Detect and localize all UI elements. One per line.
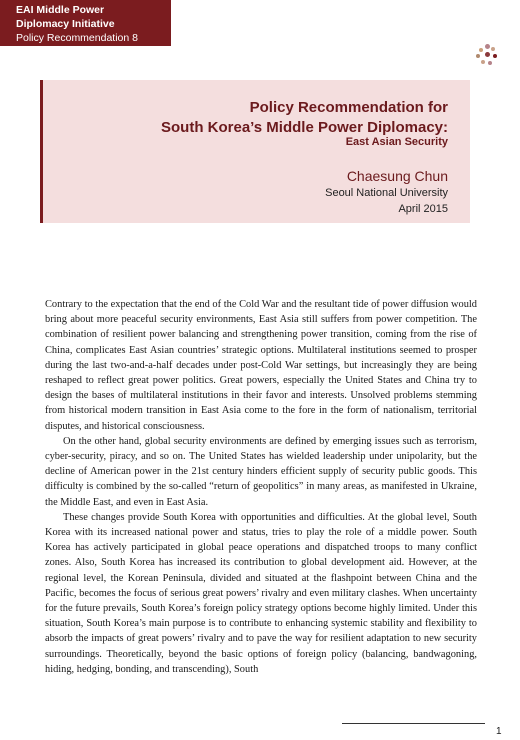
publication-date: April 2015 [398, 203, 448, 215]
eai-logo-icon [476, 44, 498, 66]
series-line-3: Policy Recommendation 8 [16, 32, 138, 44]
author-affiliation: Seoul National University [325, 187, 448, 199]
author-name: Chaesung Chun [346, 168, 448, 184]
recommendation-subtitle: East Asian Security [345, 136, 448, 148]
paragraph: Contrary to the expectation that the end of the Cold War and the resultant tide of power diffusion would bring about more peaceful security environments, East Asia still suffers from power competition. The combination of resilient power balancing and strengthening power transition, coming from the rise of China, complicates East Asian countries’ strategic options. Multilateral institutions seemed to prosper during the last two-and-a-half decades under post-Cold War settings, but increasingly they are being reshaped to reflect great power politics. Great powers, especially the United States and China try to design the bases of multilateral institutions in their favor and interests. Unsolved problems stemming from historical modern transition in East Asia come to the fore in the form of nationalism, territorial disputes, and historical consciousness. [45, 299, 477, 432]
paragraph: On the other hand, global security environments are defined by emerging issues such as terrorism, cyber-security, piracy, and so on. The United States has wielded leadership under unipolarity, but the decline of American power in the 21st century hinders efficient supply of security public goods. This difficulty is combined by the so-called “return of geopolitics” in many areas, as manifested in Ukraine, the Middle East, and even in East Asia. [45, 435, 477, 508]
series-line-1: EAI Middle Power [16, 4, 105, 16]
footer-rule [342, 723, 485, 724]
header-band [40, 80, 470, 223]
page-number: 1 [496, 726, 502, 737]
series-line-2: Diplomacy Initiative [16, 18, 115, 30]
series-tag [0, 0, 171, 46]
title-line-2: South Korea’s Middle Power Diplomacy: [161, 119, 448, 136]
paragraph: These changes provide South Korea with opportunities and difficulties. At the global level, South Korea with its increased national power and status, tries to play the role of a middle power. South Korea has actively participated in global peace operations and dispatched troops to many conflict zones. Also, South Korea has increased its contribution to global development aid. However, at the regional level, the Korean Peninsula, divided and situated at the flashpoint between China and the Pacific, becomes the focus of serious great powers’ rivalry and even military clashes. When uncertainty for the future prevails, South Korea’s foreign policy strategy options become highly limited. Under this situation, South Korea’s main purpose is to contribute to enhancing systemic stability and flexibility to absorb the impacts of great powers’ rivalry and to pave the way for resilient adaptation to new security surroundings. Theoretically, beyond the basic options of foreign policy (balancing, bandwagoning, hiding, hedging, bonding, and transcending), South [45, 511, 477, 675]
body-text [45, 297, 477, 677]
recommendation-title [161, 98, 448, 138]
title-line-1: Policy Recommendation for [249, 99, 448, 116]
